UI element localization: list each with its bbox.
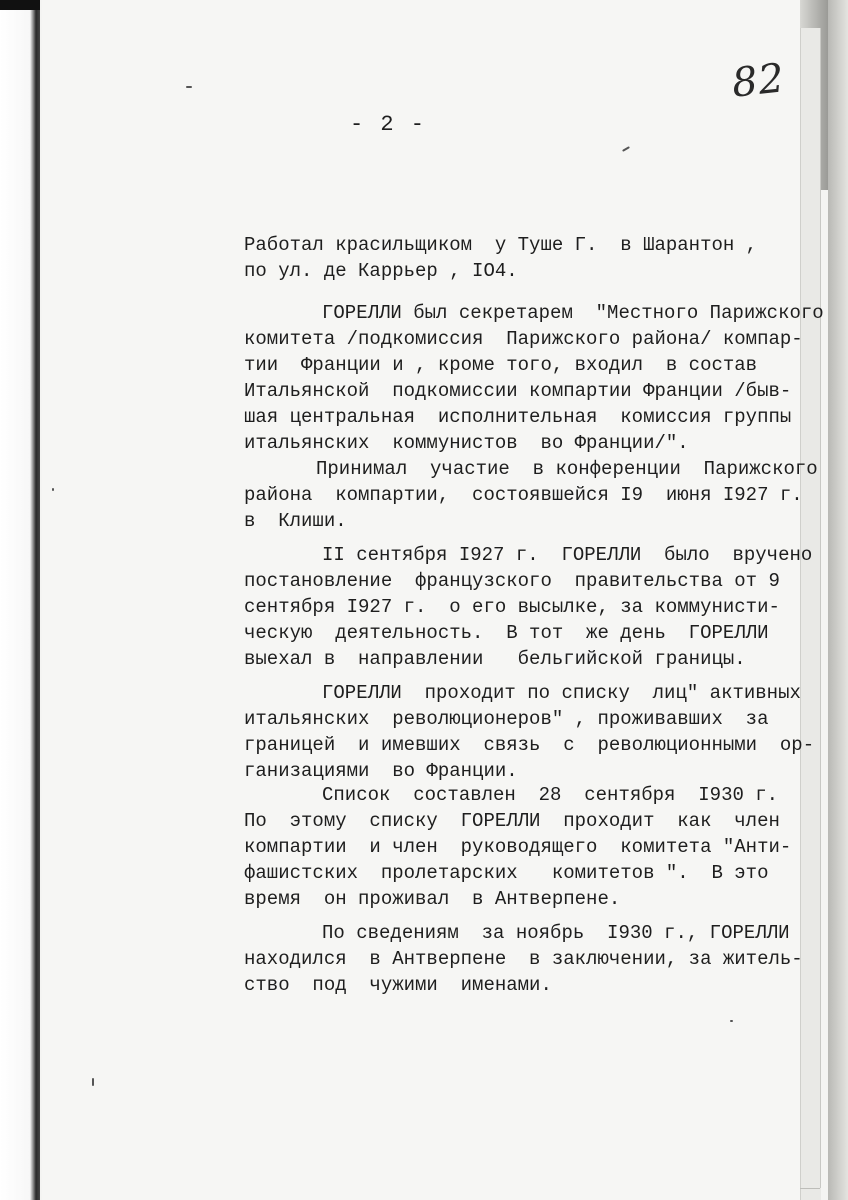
scan-left-edge bbox=[0, 0, 40, 1200]
text-line: По этому списку ГОРЕЛЛИ проходит как член bbox=[244, 810, 780, 832]
text-line: находился в Антверпене в заключении, за житель- bbox=[244, 948, 803, 970]
text-line: шая центральная исполнительная комиссия группы bbox=[244, 406, 792, 428]
text-line: итальянских революционеров" , проживавших за bbox=[244, 708, 769, 730]
text-line: ганизациями во Франции. bbox=[244, 760, 518, 782]
scan-speck bbox=[52, 488, 54, 491]
text-line: района компартии, состоявшейся I9 июня I927 г. bbox=[244, 484, 803, 506]
text-line: По сведениям за ноябрь I930 г., ГОРЕЛЛИ bbox=[322, 922, 790, 944]
text-line: комитета /подкомиссия Парижского района/ компар- bbox=[244, 328, 803, 350]
scan-speck bbox=[92, 1078, 94, 1086]
text-line: в Клиши. bbox=[244, 510, 347, 532]
text-line: компартии и член руководящего комитета "Анти- bbox=[244, 836, 792, 858]
scan-speck bbox=[186, 86, 192, 88]
scan-speck bbox=[730, 1020, 733, 1022]
text-line: сентября I927 г. о его высылке, за коммунисти- bbox=[244, 596, 780, 618]
sheet-edge-bottom bbox=[800, 1188, 820, 1189]
text-line: постановление французского правительства от 9 bbox=[244, 570, 780, 592]
text-line: границей и имевших связь с революционными ор- bbox=[244, 734, 815, 756]
text-line: время он проживал в Антверпене. bbox=[244, 888, 621, 910]
text-line: Итальянской подкомиссии компартии Франции /быв- bbox=[244, 380, 792, 402]
text-line: выехал в направлении бельгийской границы. bbox=[244, 648, 746, 670]
page-number: - 2 - bbox=[350, 112, 427, 137]
text-line: II сентября I927 г. ГОРЕЛЛИ было вручено bbox=[322, 544, 813, 566]
scan-corner bbox=[0, 0, 40, 10]
text-line: ГОРЕЛЛИ проходит по списку лиц" активных bbox=[322, 682, 801, 704]
folio-number: 82 bbox=[729, 55, 788, 107]
text-line: тии Франции и , кроме того, входил в состав bbox=[244, 354, 758, 376]
text-line: по ул. де Каррьер , IO4. bbox=[244, 260, 518, 282]
text-line: Работал красильщиком у Туше Г. в Шарантон , bbox=[244, 234, 758, 256]
text-line: фашистских пролетарских комитетов ". В это bbox=[244, 862, 769, 884]
text-line: ческую деятельность. В тот же день ГОРЕЛЛИ bbox=[244, 622, 769, 644]
scan-right-edge bbox=[828, 0, 848, 1200]
text-line: итальянских коммунистов во Франции/". bbox=[244, 432, 689, 454]
text-line: Принимал участие в конференции Парижского bbox=[316, 458, 818, 480]
sheet-edge bbox=[820, 28, 821, 1188]
text-line: ГОРЕЛЛИ был секретарем "Местного Парижского bbox=[322, 302, 824, 324]
text-line: ство под чужими именами. bbox=[244, 974, 552, 996]
text-line: Список составлен 28 сентября I930 г. bbox=[322, 784, 779, 806]
underlying-sheet bbox=[800, 28, 821, 1200]
